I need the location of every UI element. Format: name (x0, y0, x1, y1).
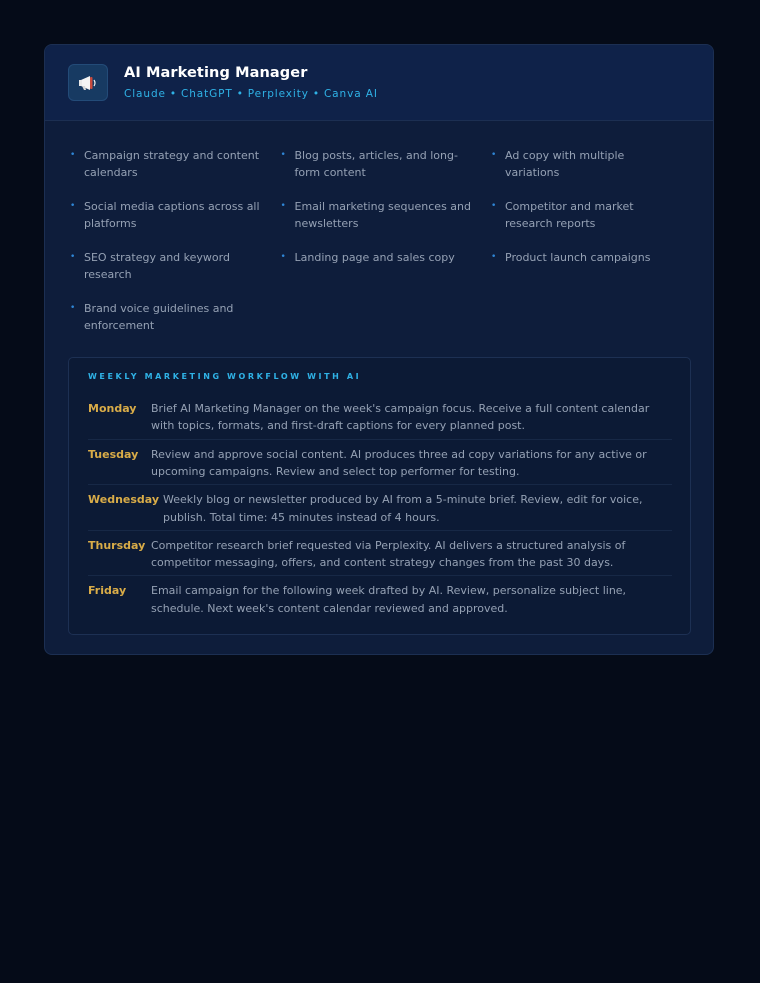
workflow-description: Competitor research brief requested via Perplexity. AI delivers a structured analysis of competitor messaging, offers, and content strategy changes from the past 30 days. (151, 538, 626, 570)
tools-list (124, 88, 378, 100)
feature-item: • Campaign strategy and content calendars (70, 149, 260, 179)
workflow-description: Review and approve social content. AI produces three ad copy variations for any active or upcoming campaigns. Review and select top performer for testing. (151, 447, 647, 478)
feature-item: • Ad copy with multiple variations (491, 149, 625, 179)
bullet-icon: • (491, 150, 497, 160)
feature-item: • Landing page and sales copy (280, 251, 455, 264)
bullet-icon: • (70, 303, 76, 313)
workflow-heading: WEEKLY MARKETING WORKFLOW WITH AI (88, 372, 362, 381)
weekly-workflow-panel (68, 357, 691, 635)
tool-separator: • (169, 88, 177, 100)
bullet-icon: • (280, 150, 286, 160)
card-title: AI Marketing Manager (124, 65, 308, 81)
workflow-day: Tuesday (88, 447, 139, 461)
workflow-description: Weekly blog or newsletter produced by AI from a 5-minute brief. Review, edit for voice, publish. Total time: 45 minutes instead of 4 hours. (163, 493, 643, 524)
workflow-row-monday (88, 394, 672, 440)
workflow-row-thursday (88, 531, 672, 577)
tool-claude: Claude (124, 88, 166, 100)
workflow-description: Brief AI Marketing Manager on the week's campaign focus. Receive a full content calendar with topics, formats, and first-draft captions for every planned post. (151, 402, 650, 433)
feature-item: • SEO strategy and keyword research (70, 251, 230, 281)
tool-chatgpt: ChatGPT (180, 88, 233, 100)
feature-item: • Email marketing sequences and newsletters (280, 200, 471, 230)
feature-item: • Blog posts, articles, and long-form content (280, 149, 458, 179)
workflow-day: Wednesday (88, 493, 160, 507)
bullet-icon: • (70, 150, 76, 160)
feature-item: • Product launch campaigns (491, 251, 651, 264)
workflow-day: Monday (88, 402, 137, 415)
workflow-rows (88, 394, 672, 622)
tool-canva-ai: Canva AI (323, 88, 378, 100)
card-header (45, 45, 713, 121)
bullet-icon: • (491, 201, 497, 211)
workflow-description: Email campaign for the following week drafted by AI. Review, personalize subject line, schedule. Next week's content calendar reviewed and approved. (151, 584, 627, 615)
tool-perplexity: Perplexity (247, 88, 309, 100)
megaphone-icon (68, 64, 108, 101)
tool-separator: • (312, 88, 320, 100)
role-card (44, 44, 714, 655)
feature-item: • Brand voice guidelines and enforcement (70, 302, 234, 332)
bullet-icon: • (491, 252, 497, 262)
feature-item: • Competitor and market research reports (491, 200, 634, 230)
workflow-day: Thursday (88, 538, 146, 552)
workflow-day: Friday (88, 584, 127, 598)
bullet-icon: • (70, 252, 76, 262)
bullet-icon: • (280, 201, 286, 211)
workflow-row-wednesday (88, 485, 672, 531)
workflow-row-friday (88, 576, 672, 622)
tool-separator: • (236, 88, 244, 100)
feature-item: • Social media captions across all platforms (70, 200, 260, 230)
workflow-row-tuesday (88, 440, 672, 486)
bullet-icon: • (280, 252, 286, 262)
feature-list (69, 147, 699, 334)
bullet-icon: • (70, 201, 76, 211)
